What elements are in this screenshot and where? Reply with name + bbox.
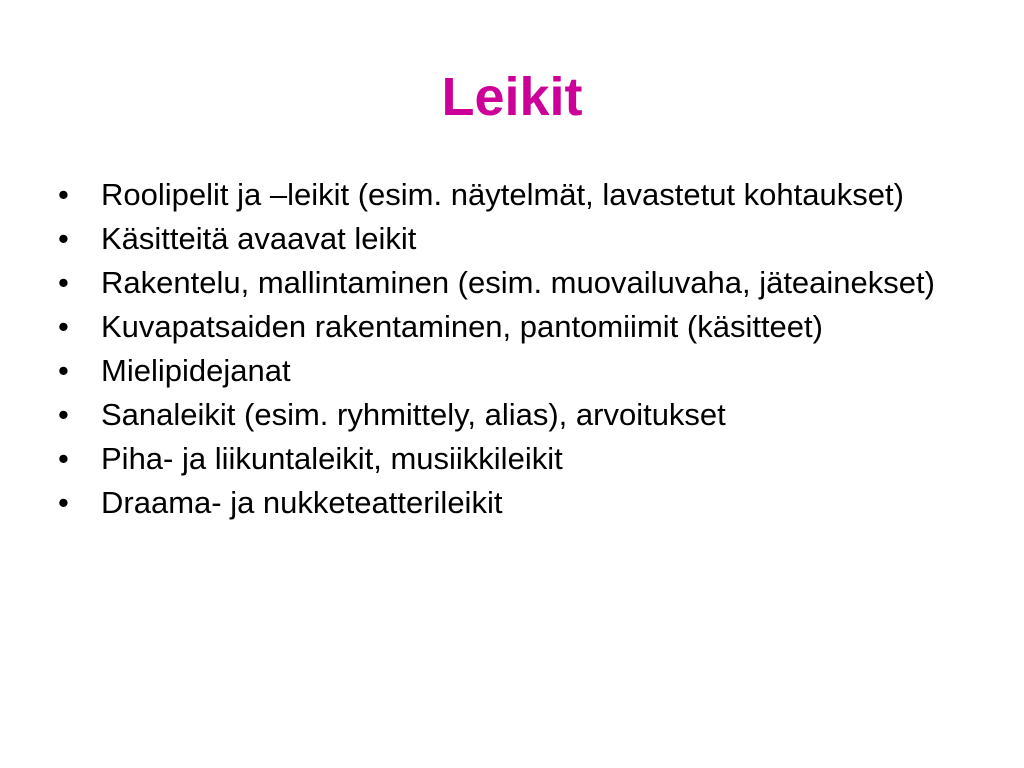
bullet-item [58,266,958,300]
bullet-icon: • [58,353,69,388]
bullet-list [58,178,958,530]
bullet-item [58,398,958,432]
bullet-item [58,222,958,256]
bullet-item [58,178,958,212]
bullet-text: Mielipidejanat [101,353,291,388]
bullet-item [58,486,958,520]
bullet-icon: • [58,221,69,256]
bullet-text: Rakentelu, mallintaminen (esim. muovailuvaha, jäteainekset) [101,265,935,300]
bullet-text: Käsitteitä avaavat leikit [101,221,417,256]
bullet-text: Draama- ja nukketeatterileikit [101,485,503,520]
bullet-icon: • [58,485,69,520]
bullet-icon: • [58,309,69,344]
bullet-item [58,354,958,388]
bullet-text: Kuvapatsaiden rakentaminen, pantomiimit (käsitteet) [101,309,823,344]
bullet-item [58,442,958,476]
bullet-icon: • [58,177,69,212]
bullet-icon: • [58,265,69,300]
bullet-text: Sanaleikit (esim. ryhmittely, alias), arvoitukset [101,397,726,432]
slide-title: Leikit [441,67,583,127]
bullet-icon: • [58,441,69,476]
bullet-icon: • [58,397,69,432]
bullet-text: Roolipelit ja –leikit (esim. näytelmät, lavastetut kohtaukset) [101,177,904,212]
bullet-text: Piha- ja liikuntaleikit, musiikkileikit [101,441,563,476]
bullet-item [58,310,958,344]
